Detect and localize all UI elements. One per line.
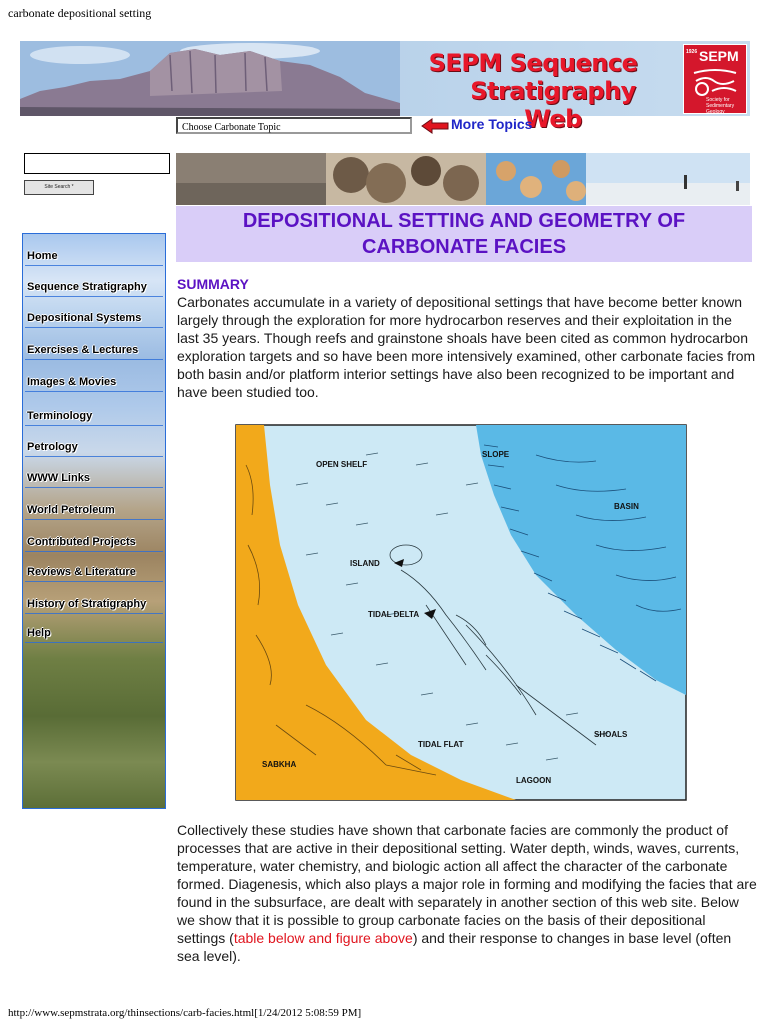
nav-item-label: Reviews & Literature: [27, 566, 136, 578]
label-lagoon: LAGOON: [516, 776, 552, 785]
page-title-line2: CARBONATE FACIES: [361, 236, 567, 258]
more-topics-link[interactable]: More Topics: [451, 116, 533, 132]
carbonate-facies-diagram: [236, 425, 686, 800]
print-header: carbonate depositional setting: [8, 6, 152, 20]
sidebar-nav: [22, 233, 166, 809]
nav-item-depositional-systems[interactable]: [25, 298, 163, 328]
nav-item-label: WWW Links: [27, 472, 90, 484]
label-island: ISLAND: [350, 559, 380, 568]
nav-item-images-movies[interactable]: [25, 362, 163, 392]
nav-item-www-links[interactable]: [25, 458, 163, 488]
label-open-shelf: OPEN SHELF: [316, 460, 368, 469]
site-search-button[interactable]: Site Search *: [24, 180, 94, 195]
carbonate-photo-strip: [176, 153, 750, 205]
page-title: [176, 208, 752, 260]
nav-item-label: Exercises & Lectures: [27, 344, 139, 356]
logo-text: SEPM: [699, 48, 739, 64]
label-tidal-flat: TIDAL FLAT: [418, 740, 464, 749]
nav-item-label: Terminology: [27, 410, 93, 422]
label-sabkha: SABKHA: [262, 760, 297, 769]
conclusion-text-after: ) and their response to changes in base level (often sea level).: [177, 930, 732, 964]
logo-emblem-icon: [690, 67, 740, 97]
carbonate-topic-select[interactable]: Choose Carbonate Topic: [176, 117, 412, 134]
nav-item-label: Depositional Systems: [27, 312, 142, 324]
nav-item-contributed-projects[interactable]: [25, 522, 163, 552]
nav-item-exercises-lectures[interactable]: [25, 330, 163, 360]
page-title-box: [176, 206, 752, 262]
nav-item-home[interactable]: [25, 236, 163, 266]
nav-item-sequence-stratigraphy[interactable]: [25, 267, 163, 297]
label-slope: SLOPE: [482, 450, 510, 459]
summary-heading: SUMMARY: [177, 276, 249, 292]
mountain-banner-image: [20, 41, 400, 116]
nav-item-petrology[interactable]: [25, 427, 163, 457]
conclusion-text-before: Collectively these studies have shown that carbonate facies are commonly the product of processes that are active in their depositional setting. Water depth, winds, waves, currents, temperature, water chemistry, and biologic action all affect the character of the carbonate formed. Diagenesis, which also plays a major role in forming and modifying the facies that are found in the subsurface, are dealt with separately in another section of this web site. Below we show that it is possible to group carbonate facies on the basis of their depositional settings (: [177, 822, 757, 946]
conclusion-paragraph: [177, 821, 757, 965]
nav-item-label: Sequence Stratigraphy: [27, 281, 147, 293]
nav-item-history-of-stratigraphy[interactable]: [25, 584, 163, 614]
page-title-line1: DEPOSITIONAL SETTING AND GEOMETRY OF: [242, 210, 686, 232]
nav-item-label: Contributed Projects: [27, 536, 136, 548]
nav-item-label: Home: [27, 250, 58, 262]
nav-item-terminology[interactable]: [25, 396, 163, 426]
banner-title-line2: Stratigraphy Web: [470, 77, 636, 133]
nav-item-label: Images & Movies: [27, 376, 117, 388]
nav-item-label: World Petroleum: [27, 504, 115, 516]
nav-item-label: History of Stratigraphy: [27, 598, 147, 610]
label-basin: BASIN: [614, 502, 639, 511]
summary-paragraph: Carbonates accumulate in a variety of depositional settings that have become better known largely through the exploration for more hydrocarbon reserves and their exploitation in the last 35 years. Though reefs and grainstone shoals have been cited as common hydrocarbon exploration targets and so have been more intensively examined, other carbonate facies from both basin and/or platform interior settings have also been recognized to be important and have been studied too.: [177, 294, 756, 400]
nav-item-help[interactable]: [25, 613, 163, 643]
sepm-logo[interactable]: [683, 44, 747, 114]
label-tidal-delta: TIDAL DELTA: [368, 610, 420, 619]
table-figure-link[interactable]: table below and figure above: [233, 930, 413, 946]
banner-title-line1: SEPM Sequence: [428, 49, 638, 77]
nav-item-label: Help: [27, 627, 51, 639]
nav-item-label: Petrology: [27, 441, 78, 453]
nav-item-world-petroleum[interactable]: [25, 490, 163, 520]
red-arrow-left-icon[interactable]: [420, 117, 450, 135]
logo-year: 1926: [686, 49, 698, 55]
logo-subtitle: Society for Sedimentary Geology: [706, 97, 735, 115]
print-footer: http://www.sepmstrata.org/thinsections/carb-facies.html[1/24/2012 5:08:59 PM]: [8, 1007, 362, 1019]
nav-item-reviews-literature[interactable]: [25, 552, 163, 582]
site-search-input[interactable]: [24, 153, 170, 174]
label-shoals: SHOALS: [594, 730, 628, 739]
